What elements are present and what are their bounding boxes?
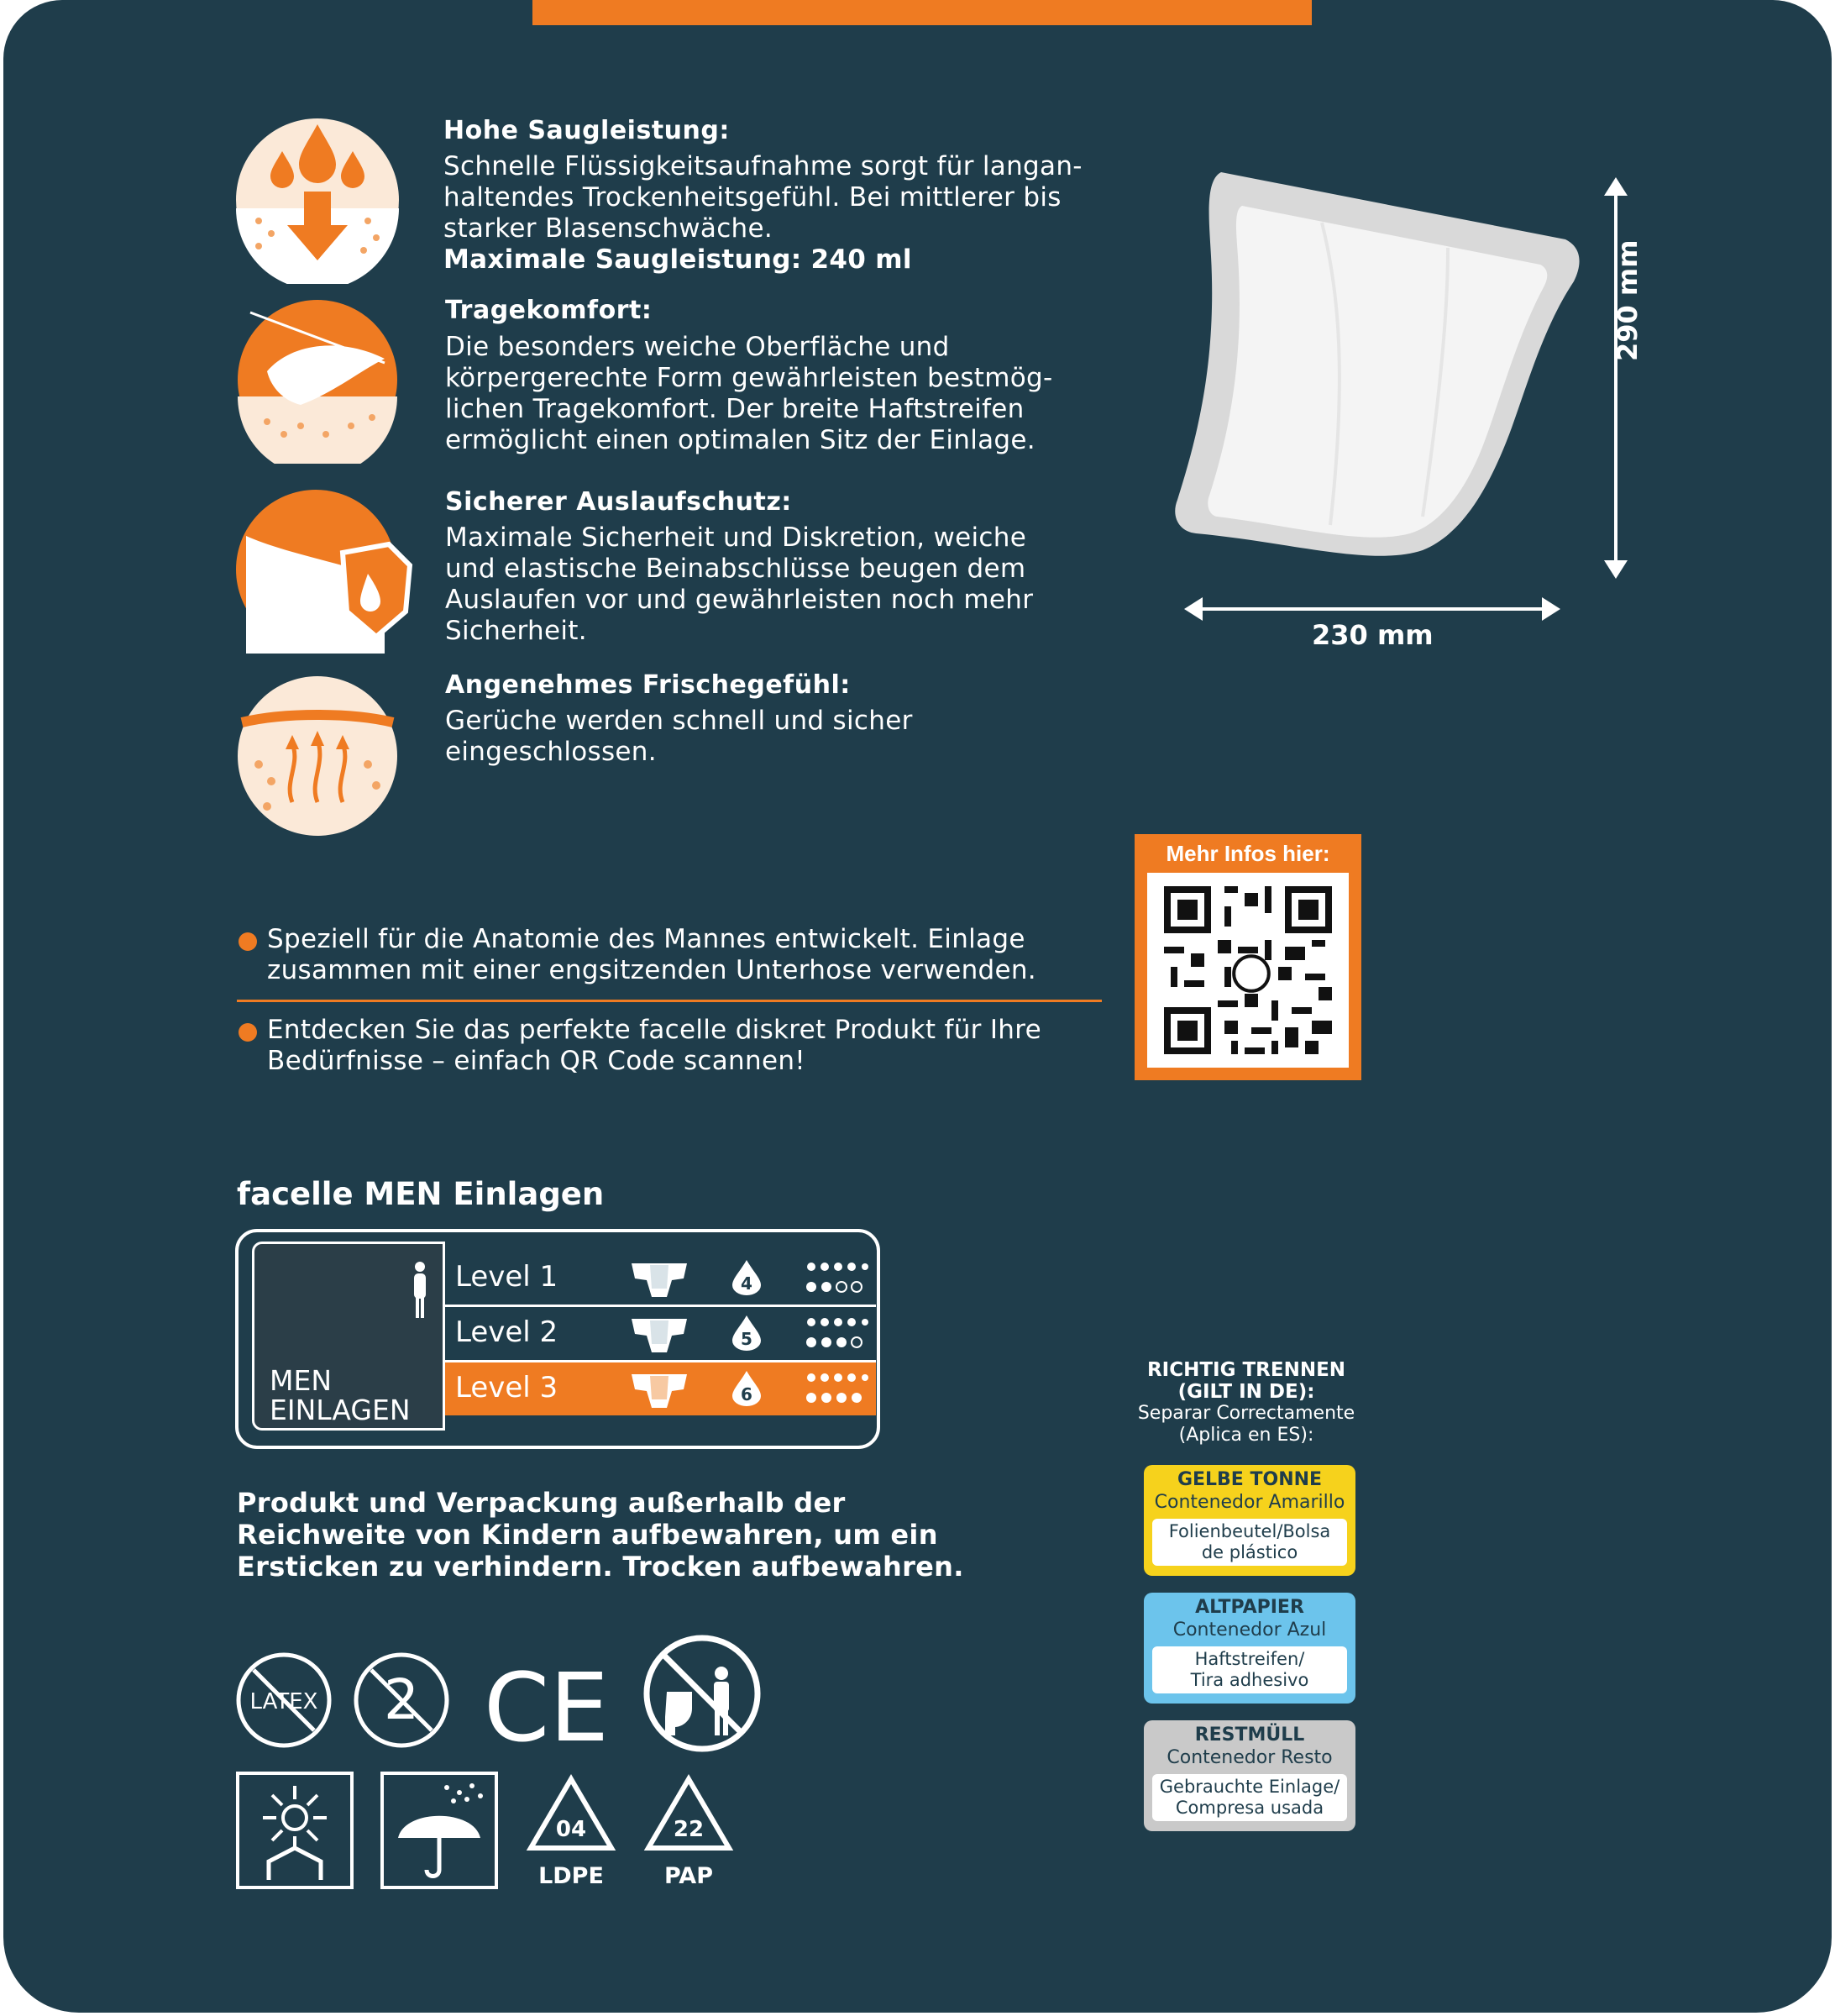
man-icon	[410, 1261, 430, 1320]
bullet-line: Bedürfnisse – einfach QR Code scannen!	[267, 1046, 805, 1076]
bin-title: ALTPAPIER	[1195, 1597, 1304, 1618]
level-label: Level 2	[455, 1315, 558, 1349]
bin-grey	[1144, 1720, 1355, 1831]
feature-line: starker Blasenschwäche.	[443, 213, 773, 244]
latex-text: LATEX	[249, 1689, 318, 1714]
bin-content: de plástico	[1201, 1542, 1298, 1562]
bin-content: Tira adhesivo	[1190, 1670, 1309, 1690]
feature-line: ermöglicht einen optimalen Sitz der Einlage.	[445, 425, 1035, 455]
drop-count-icon	[731, 1260, 763, 1295]
bullet-text	[267, 924, 1036, 986]
ldpe-number: 04	[555, 1817, 587, 1842]
package-back	[3, 0, 1832, 2013]
bin-subtitle: Contenedor Azul	[1172, 1620, 1327, 1641]
bin-blue	[1144, 1593, 1355, 1704]
feature-line: körpergerechte Form gewährleisten bestmög-	[445, 363, 1053, 393]
pad-icon	[630, 1260, 689, 1299]
recycling-heading	[1129, 1359, 1364, 1446]
leak-protection-icon	[233, 486, 418, 654]
feature-body	[445, 706, 913, 768]
feature-line: und elastische Beinabschlüsse beugen dem	[445, 554, 1026, 584]
feature-line: lichen Tragekomfort. Der breite Haftstreifen	[445, 394, 1025, 424]
safety-line: Reichweite von Kindern aufbewahren, um ein	[237, 1519, 938, 1551]
drop-count: 6	[741, 1384, 752, 1404]
bullet-dot	[239, 932, 257, 951]
bin-title: RESTMÜLL	[1194, 1725, 1305, 1746]
recycling-sub-line: (Aplica en ES):	[1178, 1425, 1314, 1446]
feature-title: Tragekomfort:	[445, 296, 653, 325]
drop-count-icon	[731, 1371, 763, 1406]
feature-line: Sicherheit.	[445, 616, 587, 646]
bullet-separator	[237, 1000, 1102, 1002]
max-absorption: Maximale Saugleistung: 240 ml	[443, 244, 912, 275]
pad-icon	[630, 1315, 689, 1354]
recycling-heading-line: (GILT IN DE):	[1177, 1381, 1315, 1403]
recycling-heading-line: RICHTIG TRENNEN	[1146, 1359, 1346, 1381]
qr-code-graphic	[1147, 873, 1349, 1068]
freshness-icon	[233, 672, 401, 840]
bin-content: Folienbeutel/Bolsa	[1168, 1521, 1331, 1541]
height-arrow	[1599, 172, 1633, 584]
bin-subtitle: Contenedor Amarillo	[1154, 1492, 1345, 1513]
feature-body	[445, 332, 1052, 456]
feature-line: Die besonders weiche Oberfläche und	[445, 332, 950, 362]
feature-title: Angenehmes Frischegefühl:	[445, 670, 851, 700]
feather-icon	[233, 296, 410, 464]
feature-line: eingeschlossen.	[445, 737, 657, 767]
drops-scale-icon	[805, 1369, 868, 1410]
feature-title: Sicherer Auslaufschutz:	[445, 487, 792, 517]
single-use-icon	[353, 1651, 450, 1749]
keep-dry-icon	[380, 1771, 499, 1890]
einlagen-label: EINLAGEN	[270, 1394, 411, 1426]
bullet-line: Speziell für die Anatomie des Mannes entwickelt. Einlage	[267, 924, 1025, 954]
level-row-active	[445, 1362, 876, 1415]
qr-code-box[interactable]	[1135, 834, 1361, 1080]
drop-count: 4	[741, 1273, 752, 1294]
height-label: 290 mm	[1612, 239, 1644, 361]
ce-text: CE	[484, 1660, 609, 1752]
bin-title: GELBE TONNE	[1177, 1469, 1323, 1490]
feature-body	[443, 151, 1083, 276]
safety-notice	[237, 1487, 964, 1583]
drops-scale-icon	[805, 1258, 868, 1299]
pap-number: 22	[673, 1817, 705, 1842]
bullet-line: Entdecken Sie das perfekte facelle diskret Produkt für Ihre	[267, 1015, 1041, 1045]
feature-line: Auslaufen vor und gewährleisten noch mehr	[445, 585, 1034, 615]
drop-count-icon	[731, 1315, 763, 1351]
keep-from-sunlight-icon	[235, 1771, 354, 1890]
no-reuse-text: 2	[384, 1667, 419, 1732]
ldpe-label: LDPE	[538, 1863, 604, 1889]
feature-line: haltendes Trockenheitsgefühl. Bei mittlerer bis	[443, 182, 1062, 213]
men-category	[252, 1242, 445, 1431]
safety-line: Ersticken zu verhindern. Trocken aufbewahren.	[237, 1551, 964, 1583]
feature-line: Gerüche werden schnell und sicher	[445, 706, 913, 736]
levels-title: facelle MEN Einlagen	[237, 1176, 605, 1212]
pap-label: PAP	[664, 1863, 713, 1889]
bullet-line: zusammen mit einer engsitzenden Unterhose verwenden.	[267, 955, 1036, 985]
drops-scale-icon	[805, 1314, 868, 1354]
bin-yellow	[1144, 1465, 1355, 1576]
level-row	[445, 1252, 876, 1304]
recycling-ldpe-icon	[521, 1772, 621, 1865]
level-label: Level 1	[455, 1260, 558, 1294]
feature-line: Schnelle Flüssigkeitsaufnahme sorgt für langan-	[443, 151, 1083, 181]
safety-line: Produkt und Verpackung außerhalb der	[237, 1487, 846, 1519]
pad-icon	[630, 1371, 689, 1410]
bin-content: Gebrauchte Einlage/	[1159, 1777, 1340, 1797]
ce-mark-icon	[484, 1660, 610, 1752]
recycling-sub-line: Separar Correctamente	[1137, 1403, 1355, 1424]
drop-count: 5	[741, 1329, 752, 1349]
men-label: MEN	[270, 1364, 333, 1397]
absorption-icon	[233, 116, 401, 284]
level-label: Level 3	[455, 1371, 558, 1404]
latex-free-icon	[235, 1651, 333, 1749]
qr-label: Mehr Infos hier:	[1166, 841, 1330, 866]
feature-line: Maximale Sicherheit und Diskretion, weiche	[445, 522, 1027, 553]
feature-title: Hohe Saugleistung:	[443, 116, 730, 145]
pad-illustration	[1171, 164, 1607, 592]
bin-content: Haftstreifen/	[1194, 1649, 1305, 1669]
recycling-pap-icon	[638, 1772, 739, 1865]
bullet-dot	[239, 1023, 257, 1042]
bullet-text	[267, 1015, 1041, 1077]
top-accent-bar	[532, 0, 1312, 25]
feature-body	[445, 522, 1033, 647]
width-label: 230 mm	[1312, 619, 1434, 651]
bin-subtitle: Contenedor Resto	[1167, 1747, 1333, 1768]
no-flush-icon	[642, 1633, 763, 1754]
qr-code[interactable]	[1147, 873, 1349, 1068]
bin-content: Compresa usada	[1175, 1798, 1324, 1818]
level-row	[445, 1307, 876, 1359]
